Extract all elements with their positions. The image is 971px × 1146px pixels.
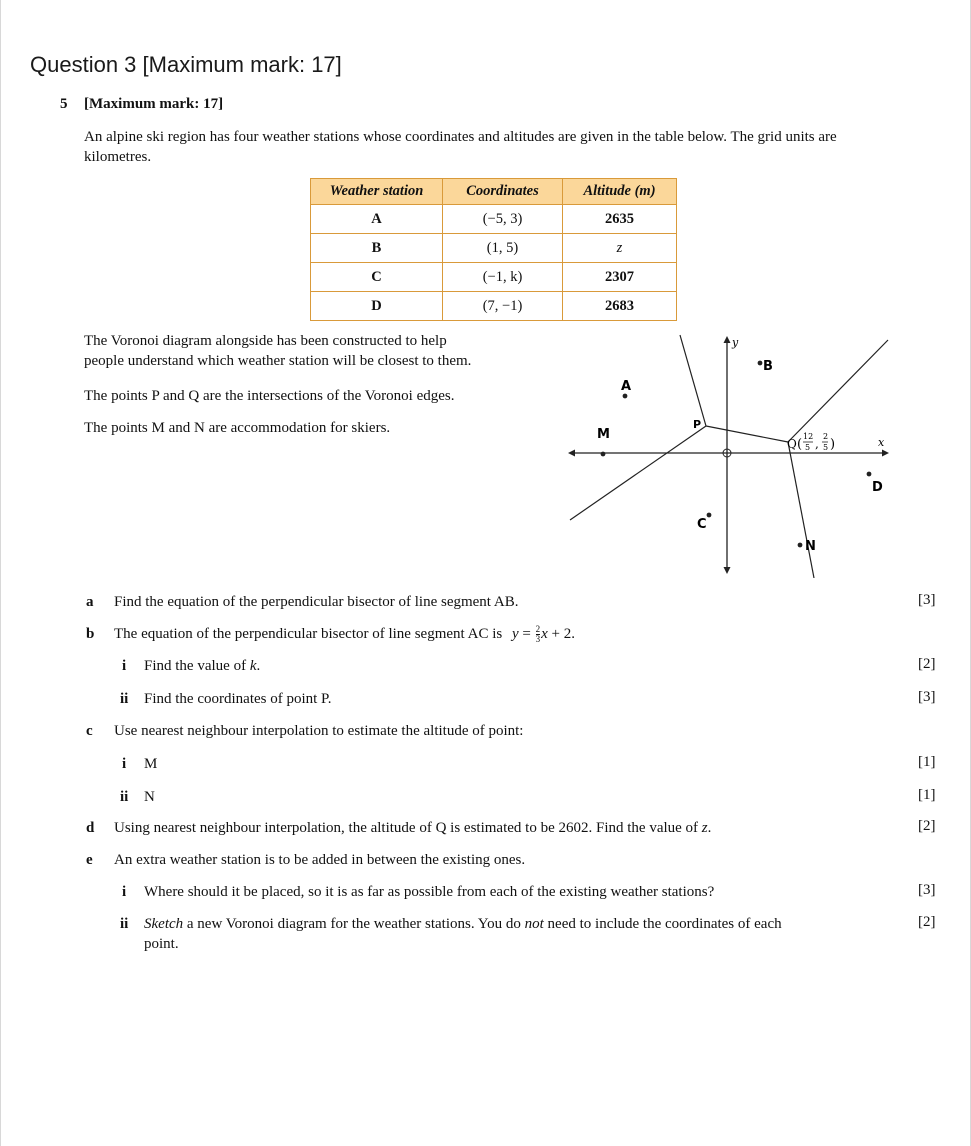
part-bi-text: [144, 656, 260, 676]
part-e-text: An extra weather station is to be added in between the existing ones.: [114, 852, 526, 868]
table-header: Altitude (m): [563, 179, 677, 205]
part-cii-text: N: [144, 789, 155, 805]
part-eii-t1: a new Voronoi diagram for the weather stations. You do: [183, 916, 525, 932]
table-cell: B: [311, 234, 443, 263]
table-row: [311, 263, 677, 292]
eq-fraction: [536, 625, 541, 644]
table-cell: (−1, k): [443, 263, 563, 292]
table-cell: C: [311, 263, 443, 292]
eq-y: y: [511, 626, 519, 642]
point-m-label: M: [597, 427, 610, 442]
part-a-label: a: [86, 594, 94, 610]
x-axis-label: x: [878, 436, 885, 449]
table-cell: 2635: [563, 205, 677, 234]
part-bi-marks: [2]: [918, 656, 936, 672]
max-mark: [Maximum mark: 17]: [84, 96, 224, 112]
point-b-dot: [758, 361, 763, 366]
table-cell: D: [311, 292, 443, 321]
q-letter: Q: [787, 437, 797, 451]
var-k: k: [249, 658, 257, 674]
eq-x: x: [541, 626, 548, 642]
table-cell: (1, 5): [443, 234, 563, 263]
part-bii-label: ii: [120, 691, 129, 707]
page-border-left: [0, 0, 1, 1146]
q-y-numerator: 2: [823, 432, 829, 441]
part-c-label: c: [86, 723, 93, 739]
voronoi-edge-cd: [788, 442, 814, 578]
part-bii-marks: [3]: [918, 689, 936, 705]
q-comma: ,: [815, 437, 819, 451]
table-row: [311, 292, 677, 321]
voronoi-edge-ac: [570, 426, 706, 520]
description-line: The points M and N are accommodation for skiers.: [84, 420, 391, 436]
table-cell: z: [563, 234, 677, 263]
part-e-label: e: [86, 852, 93, 868]
q-open-paren: (: [797, 437, 803, 452]
part-d-label: d: [86, 820, 95, 836]
point-m-dot: [601, 452, 606, 457]
voronoi-edge-bd: [788, 340, 888, 442]
q-y-denominator: 5: [823, 443, 829, 452]
part-bi-label: i: [122, 658, 127, 674]
voronoi-diagram: [560, 330, 900, 578]
part-cii-marks: [1]: [918, 787, 936, 803]
part-d-stem: Using nearest neighbour interpolation, the altitude of Q is estimated to be 2602. Find the value of: [114, 820, 699, 836]
q-close-paren: ): [830, 437, 836, 452]
table-row: [311, 205, 677, 234]
question-number: 5: [60, 96, 68, 112]
part-bi-end: .: [256, 658, 261, 674]
part-c-text: Use nearest neighbour interpolation to estimate the altitude of point:: [114, 723, 524, 739]
sketch-word: Sketch: [144, 916, 184, 932]
part-eii-t2: need to include the coordinates of each: [543, 916, 782, 932]
part-ei-label: i: [122, 884, 127, 900]
table-header: Coordinates: [443, 179, 563, 205]
point-b-label: B: [763, 359, 773, 374]
part-a-marks: [3]: [918, 592, 936, 608]
part-bi-stem: Find the value of: [144, 658, 247, 674]
part-d-marks: [2]: [918, 818, 936, 834]
not-word: not: [524, 916, 544, 932]
part-a-text: Find the equation of the perpendicular bisector of line segment AB.: [114, 594, 519, 610]
description-line: The points P and Q are the intersections of the Voronoi edges.: [84, 388, 455, 404]
table-cell: 2683: [563, 292, 677, 321]
eq-equals: =: [518, 626, 535, 642]
y-axis-arrow-down: [724, 567, 731, 574]
x-axis-arrow-right: [882, 450, 889, 457]
part-bii-text: Find the coordinates of point P.: [144, 691, 332, 707]
point-d-label: D: [872, 480, 883, 495]
point-c-label: C: [697, 517, 707, 532]
y-axis-label: y: [732, 336, 739, 349]
table-row: [311, 234, 677, 263]
point-p-label: P: [693, 418, 702, 431]
table-cell: (7, −1): [443, 292, 563, 321]
point-a-label: A: [621, 379, 632, 394]
table-header-row: [311, 179, 677, 205]
question-title: Question 3 [Maximum mark: 17]: [30, 52, 342, 77]
part-eii-marks: [2]: [918, 914, 936, 930]
part-ci-marks: [1]: [918, 754, 936, 770]
part-ei-text: Where should it be placed, so it is as far as possible from each of the existing weather stations?: [144, 884, 715, 900]
part-ci-text: M: [144, 756, 158, 772]
part-d-text: [114, 818, 711, 838]
intro-text: An alpine ski region has four weather stations whose coordinates and altitudes are given in the table below. The grid units are kilometres.: [84, 129, 837, 165]
table-cell: A: [311, 205, 443, 234]
point-c-dot: [707, 513, 712, 518]
eq-tail: + 2.: [547, 626, 576, 642]
q-x-denominator: 5: [805, 443, 811, 452]
point-d-dot: [867, 472, 872, 477]
description-line: people understand which weather station will be closest to them.: [84, 353, 472, 369]
part-eii-line2: point.: [144, 936, 179, 952]
point-n-dot: [798, 543, 803, 548]
weather-station-table: [310, 178, 677, 321]
var-z: z: [701, 820, 708, 836]
part-eii-label: ii: [120, 916, 129, 932]
point-a-dot: [623, 394, 628, 399]
part-eii-text: [144, 914, 904, 934]
part-d-end: .: [707, 820, 712, 836]
part-ei-marks: [3]: [918, 882, 936, 898]
part-b-label: b: [86, 626, 95, 642]
part-ci-label: i: [122, 756, 127, 772]
part-b-text: [114, 624, 575, 644]
voronoi-edge-ab: [680, 335, 706, 426]
point-n-label: N: [805, 539, 816, 554]
eq-numerator: 2: [535, 624, 541, 635]
x-axis-arrow-left: [568, 450, 575, 457]
table-cell: (−5, 3): [443, 205, 563, 234]
part-cii-label: ii: [120, 789, 129, 805]
voronoi-edge-bc: [706, 426, 788, 442]
y-axis-arrow-up: [724, 336, 731, 343]
q-x-numerator: 12: [803, 432, 814, 441]
part-b-stem: The equation of the perpendicular bisector of line segment AC is: [114, 626, 503, 642]
table-cell: 2307: [563, 263, 677, 292]
description-line: The Voronoi diagram alongside has been constructed to help: [84, 333, 447, 349]
table-header: Weather station: [311, 179, 443, 205]
eq-denominator: 3: [535, 634, 541, 645]
